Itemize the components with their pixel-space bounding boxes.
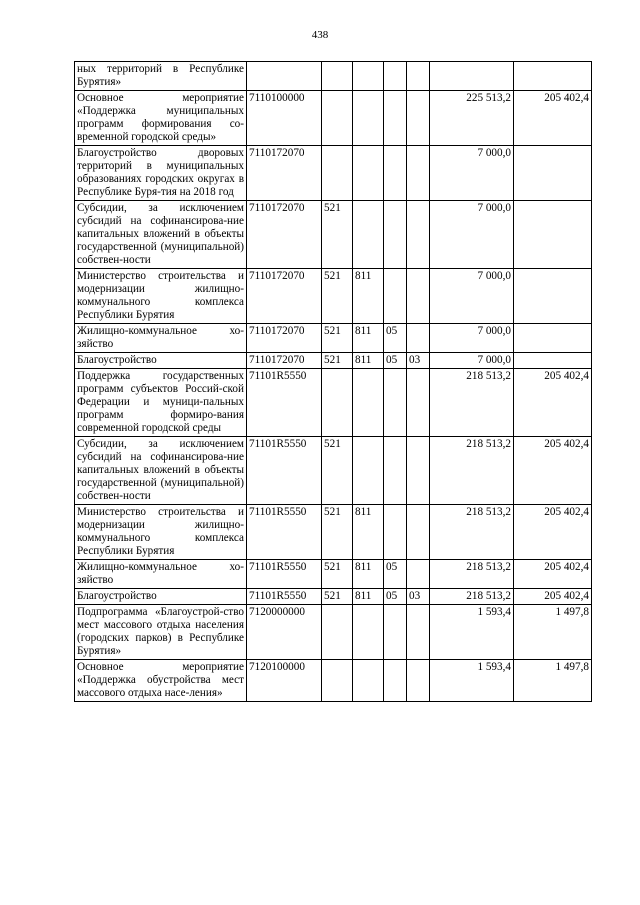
ministry-code-cell xyxy=(353,660,384,702)
amount-year2-cell: 205 402,4 xyxy=(514,437,592,505)
amount-year1-cell: 218 513,2 xyxy=(430,560,514,589)
ministry-code-cell: 811 xyxy=(353,324,384,353)
expense-type-cell xyxy=(322,660,353,702)
amount-year1-cell xyxy=(430,62,514,91)
row-name-cell: Благоустройство xyxy=(75,589,247,605)
section-cell xyxy=(384,437,407,505)
table-row xyxy=(75,353,592,369)
amount-year2-cell: 1 497,8 xyxy=(514,660,592,702)
section-cell: 05 xyxy=(384,560,407,589)
section-cell: 05 xyxy=(384,589,407,605)
subsection-cell xyxy=(407,505,430,560)
expense-type-cell: 521 xyxy=(322,560,353,589)
table-row xyxy=(75,660,592,702)
table-row xyxy=(75,91,592,146)
subsection-cell: 03 xyxy=(407,353,430,369)
target-article-cell: 71101R5550 xyxy=(247,589,322,605)
section-cell xyxy=(384,660,407,702)
row-name-cell: ных территорий в Республике Бурятия» xyxy=(75,62,247,91)
target-article-cell: 7110172070 xyxy=(247,269,322,324)
row-name-cell: Субсидии, за исключением субсидий на софинансирова-ние капитальных вложений в объекты государственной (муниципальной) собствен-ности xyxy=(75,201,247,269)
target-article-cell: 71101R5550 xyxy=(247,369,322,437)
amount-year1-cell: 218 513,2 xyxy=(430,505,514,560)
target-article-cell: 71101R5550 xyxy=(247,437,322,505)
table-row xyxy=(75,146,592,201)
amount-year1-cell: 7 000,0 xyxy=(430,324,514,353)
expense-type-cell: 521 xyxy=(322,505,353,560)
amount-year1-cell: 1 593,4 xyxy=(430,605,514,660)
table-row xyxy=(75,324,592,353)
amount-year1-cell: 7 000,0 xyxy=(430,269,514,324)
table-row xyxy=(75,62,592,91)
subsection-cell xyxy=(407,437,430,505)
section-cell xyxy=(384,505,407,560)
amount-year1-cell: 1 593,4 xyxy=(430,660,514,702)
target-article-cell: 7120100000 xyxy=(247,660,322,702)
amount-year1-cell: 7 000,0 xyxy=(430,353,514,369)
subsection-cell xyxy=(407,369,430,437)
amount-year1-cell: 218 513,2 xyxy=(430,589,514,605)
row-name-cell: Жилищно-коммунальное хо-зяйство xyxy=(75,560,247,589)
target-article-cell: 71101R5550 xyxy=(247,505,322,560)
target-article-cell: 7110172070 xyxy=(247,353,322,369)
amount-year1-cell: 225 513,2 xyxy=(430,91,514,146)
amount-year1-cell: 7 000,0 xyxy=(430,146,514,201)
ministry-code-cell xyxy=(353,91,384,146)
target-article-cell xyxy=(247,62,322,91)
subsection-cell xyxy=(407,91,430,146)
section-cell: 05 xyxy=(384,324,407,353)
table-row xyxy=(75,560,592,589)
table-row xyxy=(75,201,592,269)
ministry-code-cell: 811 xyxy=(353,353,384,369)
ministry-code-cell xyxy=(353,146,384,201)
expense-type-cell: 521 xyxy=(322,324,353,353)
table-row xyxy=(75,605,592,660)
subsection-cell xyxy=(407,324,430,353)
expense-type-cell: 521 xyxy=(322,269,353,324)
amount-year2-cell: 205 402,4 xyxy=(514,589,592,605)
amount-year2-cell xyxy=(514,269,592,324)
budget-table xyxy=(74,61,592,702)
table-row xyxy=(75,437,592,505)
section-cell xyxy=(384,605,407,660)
ministry-code-cell xyxy=(353,62,384,91)
target-article-cell: 7110100000 xyxy=(247,91,322,146)
expense-type-cell xyxy=(322,369,353,437)
target-article-cell: 7120000000 xyxy=(247,605,322,660)
subsection-cell xyxy=(407,605,430,660)
table-row xyxy=(75,589,592,605)
amount-year2-cell: 205 402,4 xyxy=(514,369,592,437)
expense-type-cell: 521 xyxy=(322,589,353,605)
table-row xyxy=(75,269,592,324)
target-article-cell: 7110172070 xyxy=(247,146,322,201)
table-row xyxy=(75,505,592,560)
row-name-cell: Министерство строительства и модернизации жилищно-коммунального комплекса Республики Бурятия xyxy=(75,505,247,560)
amount-year2-cell: 1 497,8 xyxy=(514,605,592,660)
section-cell xyxy=(384,269,407,324)
amount-year2-cell: 205 402,4 xyxy=(514,505,592,560)
expense-type-cell: 521 xyxy=(322,353,353,369)
ministry-code-cell xyxy=(353,201,384,269)
section-cell xyxy=(384,369,407,437)
target-article-cell: 71101R5550 xyxy=(247,560,322,589)
expense-type-cell xyxy=(322,605,353,660)
expense-type-cell xyxy=(322,146,353,201)
ministry-code-cell: 811 xyxy=(353,589,384,605)
subsection-cell: 03 xyxy=(407,589,430,605)
subsection-cell xyxy=(407,660,430,702)
amount-year2-cell xyxy=(514,324,592,353)
amount-year1-cell: 7 000,0 xyxy=(430,201,514,269)
ministry-code-cell xyxy=(353,437,384,505)
amount-year1-cell: 218 513,2 xyxy=(430,369,514,437)
row-name-cell: Благоустройство xyxy=(75,353,247,369)
section-cell: 05 xyxy=(384,353,407,369)
row-name-cell: Поддержка государственных программ субъектов Россий-ской Федерации и муници-пальных программ формиро-вания современной городской среды xyxy=(75,369,247,437)
subsection-cell xyxy=(407,560,430,589)
expense-type-cell: 521 xyxy=(322,437,353,505)
amount-year2-cell xyxy=(514,201,592,269)
section-cell xyxy=(384,146,407,201)
row-name-cell: Основное мероприятие «Поддержка обустройства мест массового отдыха насе-ления» xyxy=(75,660,247,702)
section-cell xyxy=(384,201,407,269)
row-name-cell: Министерство строительства и модернизации жилищно-коммунального комплекса Республики Бурятия xyxy=(75,269,247,324)
target-article-cell: 7110172070 xyxy=(247,324,322,353)
ministry-code-cell: 811 xyxy=(353,269,384,324)
amount-year2-cell: 205 402,4 xyxy=(514,91,592,146)
section-cell xyxy=(384,91,407,146)
subsection-cell xyxy=(407,62,430,91)
ministry-code-cell: 811 xyxy=(353,505,384,560)
expense-type-cell xyxy=(322,62,353,91)
expense-type-cell xyxy=(322,91,353,146)
amount-year2-cell: 205 402,4 xyxy=(514,560,592,589)
row-name-cell: Благоустройство дворовых территорий в муниципальных образованиях городских округах в Республике Буря-тия на 2018 год xyxy=(75,146,247,201)
ministry-code-cell: 811 xyxy=(353,560,384,589)
amount-year2-cell xyxy=(514,353,592,369)
row-name-cell: Подпрограмма «Благоустрой-ство мест массового отдыха населения (городских парков) в Республике Бурятия» xyxy=(75,605,247,660)
subsection-cell xyxy=(407,269,430,324)
amount-year2-cell xyxy=(514,146,592,201)
row-name-cell: Основное мероприятие «Поддержка муниципальных программ формирования со-временной городской среды» xyxy=(75,91,247,146)
row-name-cell: Субсидии, за исключением субсидий на софинансирова-ние капитальных вложений в объекты государственной (муниципальной) собствен-ности xyxy=(75,437,247,505)
ministry-code-cell xyxy=(353,605,384,660)
amount-year2-cell xyxy=(514,62,592,91)
subsection-cell xyxy=(407,146,430,201)
expense-type-cell: 521 xyxy=(322,201,353,269)
page-number: 438 xyxy=(311,29,329,41)
subsection-cell xyxy=(407,201,430,269)
ministry-code-cell xyxy=(353,369,384,437)
table-row xyxy=(75,369,592,437)
section-cell xyxy=(384,62,407,91)
table-body xyxy=(75,62,592,702)
target-article-cell: 7110172070 xyxy=(247,201,322,269)
row-name-cell: Жилищно-коммунальное хо-зяйство xyxy=(75,324,247,353)
amount-year1-cell: 218 513,2 xyxy=(430,437,514,505)
